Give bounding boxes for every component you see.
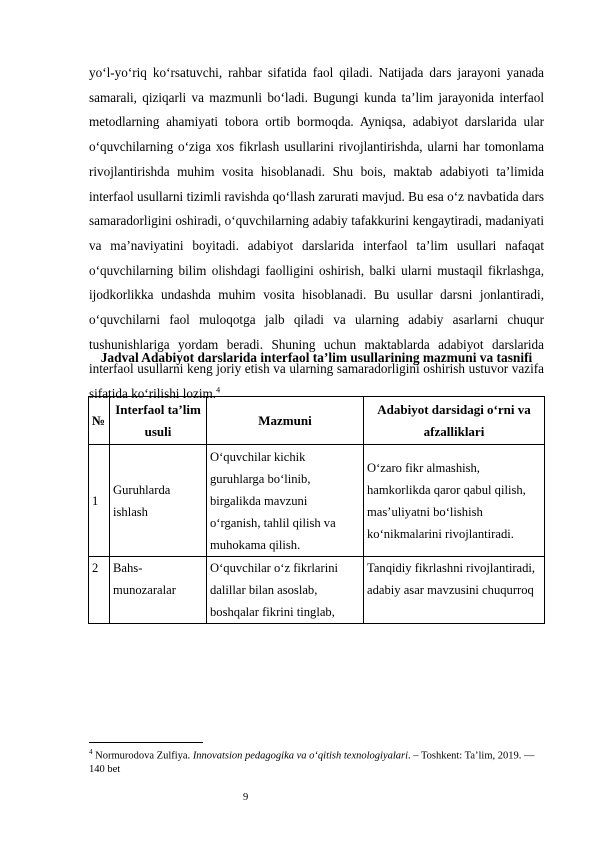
methods-table bbox=[88, 396, 545, 624]
cell-method: Bahs-munozaralar bbox=[110, 557, 207, 624]
cell-content: O‘quvchilar kichik guruhlarga bo‘linib, birgalikda mavzuni o‘rganish, tahlil qilish va muhokama qilish. bbox=[207, 445, 364, 557]
header-advantages: Adabiyot darsidagi o‘rni va afzalliklari bbox=[364, 397, 545, 445]
page-number: 9 bbox=[243, 792, 249, 803]
footnote-title: Innovatsion pedagogika va o‘qitish texnologiyalari bbox=[192, 750, 409, 762]
table-header-row bbox=[89, 397, 545, 445]
footnote bbox=[89, 746, 544, 776]
cell-number: 2 bbox=[89, 557, 110, 624]
cell-number: 1 bbox=[89, 445, 110, 557]
paragraph-text: yo‘l-yo‘riq ko‘rsatuvchi, rahbar sifatida faol qiladi. Natijada dars jarayoni yanada samarali, qiziqarli va mazmunli bo‘ladi. Bugungi kunda ta’lim jarayonida interfaol metodlarning ahamiyati tobora ortib bormoqda. Ayniqsa, adabiyot darslarida ular o‘quvchilarning o‘ziga xos fikrlash usullarini rivojlantirishda, ularni har tomonlama rivojlantirishda muhim vosita hisoblanadi. Shu bois, maktab adabiyoti ta’limida interfaol usullarni tizimli ravishda qo‘llash zarurati mavjud. Bu esa o‘z navbatida dars samaradorligini oshiradi, o‘quvchilarning adabiy tafakkurini kengaytiradi, madaniyati va ma’naviyatini boyitadi. adabiyot darslarida interfaol ta’lim usullari nafaqat o‘quvchilarning bilim olishdagi faolligini oshirish, balki ularni mustaqil fikrlashga, ijodkorlikka undashda muhim vosita hisoblanadi. Bu usullar darsni jonlantiradi, o‘quvchilarni faol muloqotga jalb qiladi va ularning adabiy asarlarni chuqur tushunishlariga yordam beradi. Shuning uchun maktablarda adabiyot darslarida interfaol usullarni keng joriy etish va ularning samaradorligini oshirish ustuvor vazifa sifatida ko‘rilishi lozim. bbox=[89, 65, 544, 402]
cell-method: Guruhlarda ishlash bbox=[110, 445, 207, 557]
header-content: Mazmuni bbox=[207, 397, 364, 445]
table-row bbox=[89, 557, 545, 624]
table-caption: Jadval Adabiyot darslarida interfaol ta’lim usullarining mazmuni va tasnifi bbox=[100, 350, 533, 365]
header-method: Interfaol ta’lim usuli bbox=[110, 397, 207, 445]
cell-advantages: Tanqidiy fikrlashni rivojlantiradi, adabiy asar mavzusini chuqurroq bbox=[364, 557, 545, 624]
cell-content: O‘quvchilar o‘z fikrlarini dalillar bilan asoslab, boshqalar fikrini tinglab, bbox=[207, 557, 364, 624]
cell-advantages: O‘zaro fikr almashish, hamkorlikda qaror qabul qilish, mas’uliyatni bo‘lishish ko‘nikmalarini rivojlantiradi. bbox=[364, 445, 545, 557]
footnote-author: Normurodova Zulfiya. bbox=[95, 750, 191, 762]
footnote-separator bbox=[89, 742, 203, 743]
footnote-reference[interactable]: 4 bbox=[216, 385, 221, 395]
footnote-publisher: . – Toshkent: Ta’lim, 2019. — 140 bet bbox=[89, 750, 535, 775]
footnote-number: 4 bbox=[89, 748, 93, 756]
table-row bbox=[89, 445, 545, 557]
header-number: № bbox=[89, 397, 110, 445]
